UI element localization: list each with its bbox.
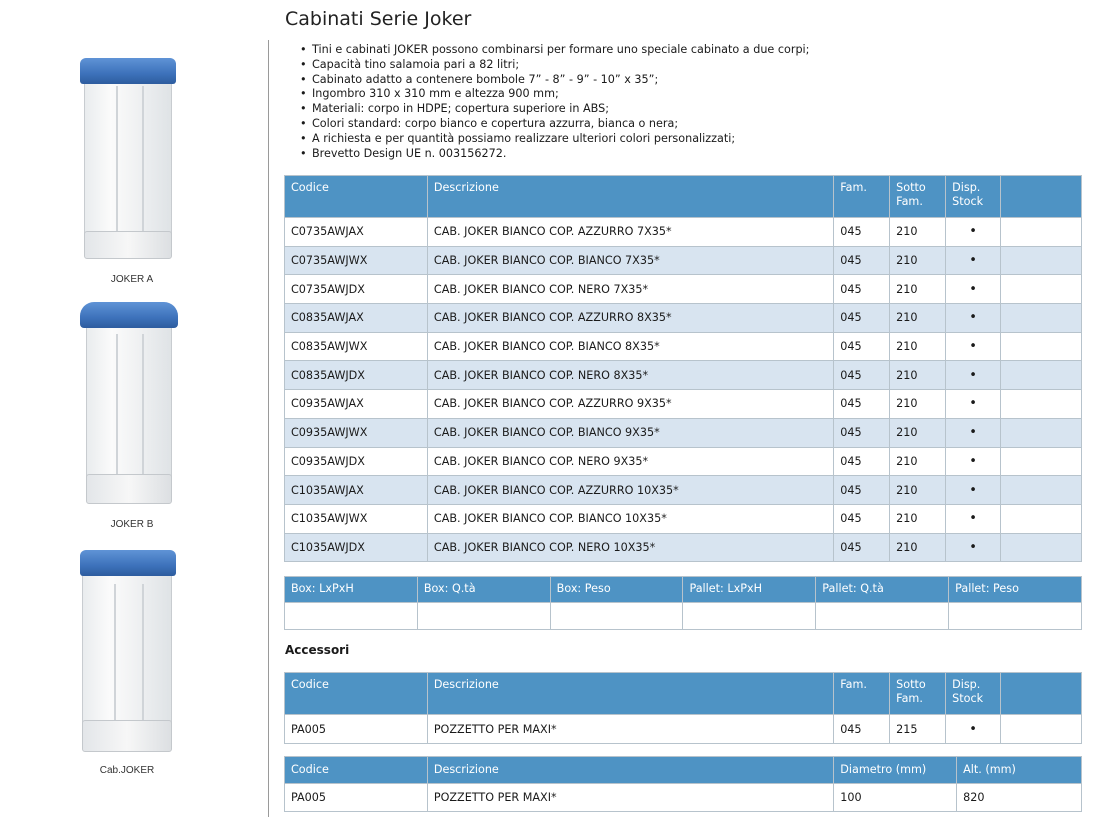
cell-descrizione: CAB. JOKER BIANCO COP. NERO 10X35* bbox=[427, 533, 833, 562]
cell-extra bbox=[1001, 304, 1082, 333]
cell-sotto-fam: 210 bbox=[890, 418, 946, 447]
cell-sotto-fam: 210 bbox=[890, 275, 946, 304]
cell-sotto-fam: 210 bbox=[890, 361, 946, 390]
col-header-disp-stock: Disp. Stock bbox=[946, 176, 1001, 218]
col-header-box-quantity: Box: Q.tà bbox=[417, 577, 550, 603]
col-header-pallet-weight: Pallet: Peso bbox=[949, 577, 1082, 603]
cell-pallet-weight bbox=[949, 603, 1082, 630]
dimensions-table bbox=[284, 756, 1082, 812]
stock-dot: • bbox=[946, 390, 1001, 419]
cell-extra bbox=[1001, 218, 1082, 247]
features-list bbox=[300, 43, 809, 161]
table-row bbox=[285, 418, 1082, 447]
col-header-codice: Codice bbox=[285, 757, 428, 784]
cell-codice: PA005 bbox=[285, 715, 428, 744]
col-header-descrizione: Descrizione bbox=[427, 176, 833, 218]
col-header-pallet-dimensions: Pallet: LxPxH bbox=[683, 577, 816, 603]
col-header-descrizione: Descrizione bbox=[427, 757, 833, 784]
cell-codice: C0935AWJAX bbox=[285, 390, 428, 419]
cab-joker-caption: Cab.JOKER bbox=[99, 765, 155, 776]
stock-dot: • bbox=[946, 715, 1001, 744]
cell-fam: 045 bbox=[834, 533, 890, 562]
cell-sotto-fam: 210 bbox=[890, 476, 946, 505]
cell-descrizione: CAB. JOKER BIANCO COP. BIANCO 8X35* bbox=[427, 332, 833, 361]
table-row bbox=[285, 390, 1082, 419]
cell-fam: 045 bbox=[834, 476, 890, 505]
cell-extra bbox=[1001, 332, 1082, 361]
joker-a-image bbox=[80, 56, 180, 266]
cell-sotto-fam: 210 bbox=[890, 447, 946, 476]
col-header-descrizione: Descrizione bbox=[427, 673, 833, 715]
cell-codice: C0735AWJDX bbox=[285, 275, 428, 304]
cell-sotto-fam: 210 bbox=[890, 504, 946, 533]
cell-descrizione: CAB. JOKER BIANCO COP. NERO 9X35* bbox=[427, 447, 833, 476]
cell-fam: 045 bbox=[834, 447, 890, 476]
feature-item: • A richiesta e per quantità possiamo realizzare ulteriori colori personalizzati; bbox=[300, 132, 809, 147]
col-header-codice: Codice bbox=[285, 673, 428, 715]
col-header-sotto-fam: Sotto Fam. bbox=[890, 176, 946, 218]
products-table bbox=[284, 175, 1082, 562]
cell-diametro: 100 bbox=[834, 784, 957, 812]
cell-extra bbox=[1001, 361, 1082, 390]
cell-sotto-fam: 210 bbox=[890, 304, 946, 333]
col-header-box-dimensions: Box: LxPxH bbox=[285, 577, 418, 603]
cell-fam: 045 bbox=[834, 304, 890, 333]
cell-descrizione: CAB. JOKER BIANCO COP. AZZURRO 10X35* bbox=[427, 476, 833, 505]
cell-codice: C0835AWJWX bbox=[285, 332, 428, 361]
cell-descrizione: CAB. JOKER BIANCO COP. AZZURRO 9X35* bbox=[427, 390, 833, 419]
col-header-pallet-quantity: Pallet: Q.tà bbox=[816, 577, 949, 603]
table-row bbox=[285, 476, 1082, 505]
table-row bbox=[285, 784, 1082, 812]
table-row bbox=[285, 246, 1082, 275]
col-header-extra bbox=[1001, 673, 1082, 715]
col-header-altezza: Alt. (mm) bbox=[957, 757, 1082, 784]
table-row bbox=[285, 533, 1082, 562]
accessories-table bbox=[284, 672, 1082, 744]
cell-sotto-fam: 210 bbox=[890, 390, 946, 419]
cell-box-weight bbox=[550, 603, 683, 630]
cell-extra bbox=[1001, 447, 1082, 476]
cell-codice: C1035AWJAX bbox=[285, 476, 428, 505]
cell-box-quantity bbox=[417, 603, 550, 630]
feature-item: • Tini e cabinati JOKER possono combinarsi per formare uno speciale cabinato a due corpi; bbox=[300, 43, 809, 58]
cell-fam: 045 bbox=[834, 275, 890, 304]
page-title: Cabinati Serie Joker bbox=[285, 8, 472, 30]
cell-codice: C0735AWJAX bbox=[285, 218, 428, 247]
cell-sotto-fam: 210 bbox=[890, 332, 946, 361]
table-row bbox=[285, 332, 1082, 361]
table-row bbox=[285, 218, 1082, 247]
cell-extra bbox=[1001, 418, 1082, 447]
stock-dot: • bbox=[946, 447, 1001, 476]
cell-descrizione: CAB. JOKER BIANCO COP. BIANCO 9X35* bbox=[427, 418, 833, 447]
cell-descrizione: CAB. JOKER BIANCO COP. NERO 7X35* bbox=[427, 275, 833, 304]
cell-descrizione: CAB. JOKER BIANCO COP. BIANCO 10X35* bbox=[427, 504, 833, 533]
cell-codice: C0935AWJWX bbox=[285, 418, 428, 447]
table-row bbox=[285, 603, 1082, 630]
stock-dot: • bbox=[946, 418, 1001, 447]
cell-descrizione: POZZETTO PER MAXI* bbox=[427, 784, 833, 812]
cell-descrizione: CAB. JOKER BIANCO COP. AZZURRO 7X35* bbox=[427, 218, 833, 247]
feature-item: • Brevetto Design UE n. 003156272. bbox=[300, 147, 809, 162]
cell-extra bbox=[1001, 275, 1082, 304]
table-row bbox=[285, 504, 1082, 533]
cell-fam: 045 bbox=[834, 390, 890, 419]
col-header-codice: Codice bbox=[285, 176, 428, 218]
cell-pallet-quantity bbox=[816, 603, 949, 630]
cell-fam: 045 bbox=[834, 246, 890, 275]
cell-codice: C1035AWJDX bbox=[285, 533, 428, 562]
cell-fam: 045 bbox=[834, 715, 890, 744]
cell-sotto-fam: 210 bbox=[890, 218, 946, 247]
packaging-table bbox=[284, 576, 1082, 630]
col-header-disp-stock: Disp. Stock bbox=[946, 673, 1001, 715]
cell-descrizione: CAB. JOKER BIANCO COP. BIANCO 7X35* bbox=[427, 246, 833, 275]
stock-dot: • bbox=[946, 361, 1001, 390]
stock-dot: • bbox=[946, 533, 1001, 562]
cell-extra bbox=[1001, 246, 1082, 275]
accessories-heading: Accessori bbox=[285, 643, 350, 657]
cell-extra bbox=[1001, 715, 1082, 744]
joker-a-caption: JOKER A bbox=[110, 274, 154, 285]
cell-extra bbox=[1001, 476, 1082, 505]
table-row bbox=[285, 275, 1082, 304]
feature-item: • Colori standard: corpo bianco e copertura azzurra, bianca o nera; bbox=[300, 117, 809, 132]
cell-extra bbox=[1001, 533, 1082, 562]
cell-sotto-fam: 210 bbox=[890, 246, 946, 275]
cell-descrizione: CAB. JOKER BIANCO COP. NERO 8X35* bbox=[427, 361, 833, 390]
stock-dot: • bbox=[946, 275, 1001, 304]
cell-codice: C0735AWJWX bbox=[285, 246, 428, 275]
joker-b-image bbox=[80, 300, 180, 512]
cell-codice: PA005 bbox=[285, 784, 428, 812]
cell-extra bbox=[1001, 504, 1082, 533]
feature-item: • Ingombro 310 x 310 mm e altezza 900 mm; bbox=[300, 87, 809, 102]
cell-codice: C0935AWJDX bbox=[285, 447, 428, 476]
feature-item: • Materiali: corpo in HDPE; copertura superiore in ABS; bbox=[300, 102, 809, 117]
cell-sotto-fam: 210 bbox=[890, 533, 946, 562]
cell-altezza: 820 bbox=[957, 784, 1082, 812]
col-header-fam: Fam. bbox=[834, 673, 890, 715]
cell-descrizione: CAB. JOKER BIANCO COP. AZZURRO 8X35* bbox=[427, 304, 833, 333]
cell-fam: 045 bbox=[834, 504, 890, 533]
stock-dot: • bbox=[946, 504, 1001, 533]
stock-dot: • bbox=[946, 304, 1001, 333]
stock-dot: • bbox=[946, 476, 1001, 505]
cell-fam: 045 bbox=[834, 218, 890, 247]
col-header-extra bbox=[1001, 176, 1082, 218]
cell-codice: C1035AWJWX bbox=[285, 504, 428, 533]
stock-dot: • bbox=[946, 332, 1001, 361]
feature-item: • Cabinato adatto a contenere bombole 7” - 8” - 9” - 10” x 35”; bbox=[300, 73, 809, 88]
joker-b-caption: JOKER B bbox=[110, 519, 154, 530]
cell-descrizione: POZZETTO PER MAXI* bbox=[427, 715, 833, 744]
cell-fam: 045 bbox=[834, 332, 890, 361]
cell-pallet-dimensions bbox=[683, 603, 816, 630]
cell-box-dimensions bbox=[285, 603, 418, 630]
cell-codice: C0835AWJDX bbox=[285, 361, 428, 390]
cell-sotto-fam: 215 bbox=[890, 715, 946, 744]
col-header-box-weight: Box: Peso bbox=[550, 577, 683, 603]
cell-extra bbox=[1001, 390, 1082, 419]
product-images-column bbox=[0, 0, 268, 817]
feature-item: • Capacità tino salamoia pari a 82 litri; bbox=[300, 58, 809, 73]
stock-dot: • bbox=[946, 246, 1001, 275]
cell-fam: 045 bbox=[834, 418, 890, 447]
table-row bbox=[285, 715, 1082, 744]
stock-dot: • bbox=[946, 218, 1001, 247]
cell-fam: 045 bbox=[834, 361, 890, 390]
cab-joker-image bbox=[78, 548, 180, 760]
table-row bbox=[285, 447, 1082, 476]
col-header-sotto-fam: Sotto Fam. bbox=[890, 673, 946, 715]
col-header-fam: Fam. bbox=[834, 176, 890, 218]
table-row bbox=[285, 304, 1082, 333]
table-row bbox=[285, 361, 1082, 390]
cell-codice: C0835AWJAX bbox=[285, 304, 428, 333]
column-divider bbox=[268, 40, 269, 817]
col-header-diametro: Diametro (mm) bbox=[834, 757, 957, 784]
